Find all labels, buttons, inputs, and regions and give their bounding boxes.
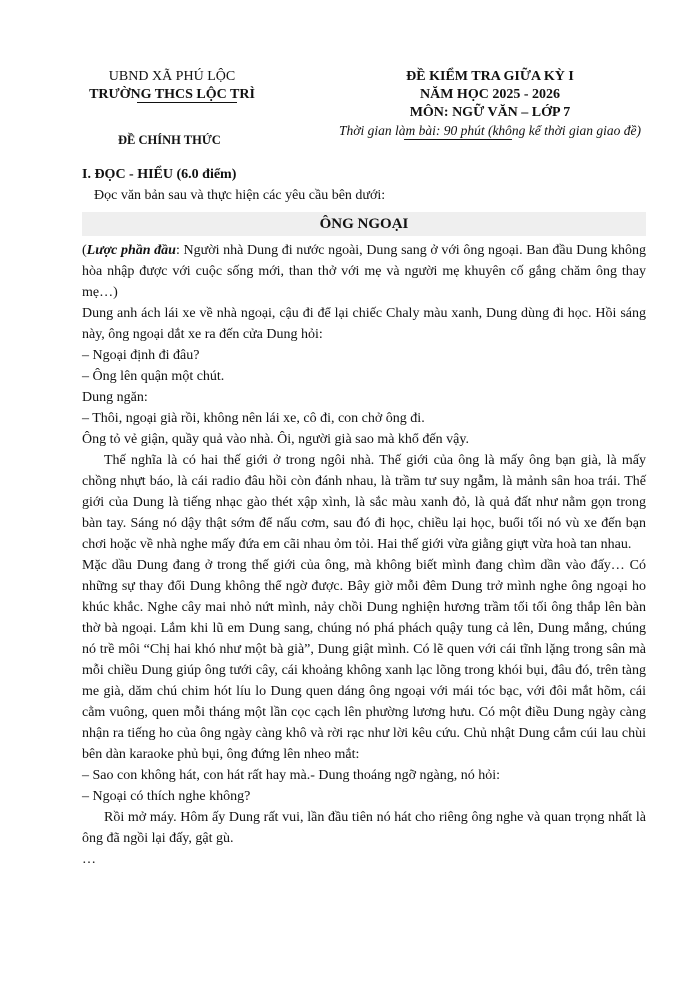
story-paragraph: – Ngoại có thích nghe không? <box>82 789 251 804</box>
official-label: ĐỀ CHÍNH THỨC <box>118 133 221 147</box>
summary-text: : Người nhà Dung đi nước ngoài, Dung sang ở với ông ngoại. Ban đầu Dung không hòa nhập được với cuộc sống mới, than thở với mẹ và người mẹ khuyên cố gắng chăm ông thay mẹ…) <box>82 243 646 300</box>
summary-open: ( <box>82 243 87 258</box>
story-paragraph: – Ngoại định đi đâu? <box>82 348 200 363</box>
time-underline <box>404 139 512 140</box>
school-underline <box>137 102 237 103</box>
story-title: ÔNG NGOẠI <box>82 212 646 236</box>
school-name: TRƯỜNG THCS LỘC TRÌ <box>89 87 255 102</box>
header-right <box>300 68 680 140</box>
story-summary <box>82 240 646 303</box>
story-paragraph: … <box>82 852 96 867</box>
story-paragraph: – Thôi, ngoại già rồi, không nên lái xe, cô đi, con chở ông đi. <box>82 411 425 426</box>
section-title: I. ĐỌC - HIỂU (6.0 điểm) <box>82 167 237 182</box>
story-paragraph: – Sao con không hát, con hát rất hay mà.- Dung thoáng ngỡ ngàng, nó hỏi: <box>82 768 500 783</box>
story-paragraph: Dung anh ách lái xe về nhà ngoại, cậu đi để lại chiếc Chaly màu xanh, Dung dùng đi học. Hồi sáng này, ông ngoại dắt xe ra đến cửa Dung hỏi: <box>82 306 646 342</box>
header-left <box>82 68 262 104</box>
story-paragraph: Mặc dầu Dung đang ở trong thế giới của ông, mà không biết mình đang chìm dần vào đấy… Có những sự thay đổi Dung không thể ngờ được. Bây giờ mỗi đêm Dung trở mình nghe ông ngoại ho khúc khắc. Nghe cây mai nhỏ nứt mình, nảy chồi Dung nghiện hương trầm tối tối ông thắp lên bàn thờ bà ngoại. Lắm khi lũ em Dung sang, chúng nó phá phách quậy tung cả lên, Dung mắng, chúng nó trề môi “Chị hai khó như một bà già”, Dung giật mình. Có lẽ quen với cái tĩnh lặng trong sân mà mỗi chiều Dung giúp ông tưới cây, cái khoảng không xanh lạc lõng trong khói bụi, đâu đó, trên tàng me già, dăm chú chim hót líu lo Dung quen dáng ông ngoại với mái tóc bạc, với đôi mắt hõm, cái cằm vuông, quen mỗi tháng một lần cọc cạch lên phường lương hưu. Có một điều Dung ngày càng nhận ra tiếng ho của ông ngày càng khô và rời rạc như lời kêu cứu. Chủ nhật Dung cắm cúi lau chùi bên dàn karaoke phủ bụi, ông đứng lên nheo mắt: <box>82 558 646 762</box>
story-paragraph: – Ông lên quận một chút. <box>82 369 225 384</box>
summary-label: Lược phần đầu <box>86 243 176 258</box>
school-year: NĂM HỌC 2025 - 2026 <box>420 87 560 102</box>
subject-line: MÔN: NGỮ VĂN – LỚP 7 <box>409 105 571 120</box>
story-paragraph: Dung ngăn: <box>82 390 148 405</box>
exam-title: ĐỀ KIỂM TRA GIỮA KỲ I <box>406 69 574 84</box>
story-paragraph: Thế nghĩa là có hai thế giới ở trong ngôi nhà. Thế giới của ông là mấy ông bạn già, là mấy chồng nhựt báo, là cái radio đâu hồi còn đánh nhau, là trầm tư suy ngẫm, là mảnh sân hoa trái. Thế giới của Dung là tiếng nhạc gào thét xập xình, là sắc màu xanh đỏ, là quả đất như nằm gọn trong bàn tay. Sáng nó dậy thật sớm để nấu cơm, sau đó đi học, chiều lại học, buổi tối nó vù xe đến bạn chơi hoặc về nhà nghe mấy đứa em cãi nhau ỏm tỏi. Hai thế giới vừa giằng giựt vừa hoà tan nhau. <box>82 453 646 552</box>
section-instruction: Đọc văn bản sau và thực hiện các yêu cầu bên dưới: <box>94 188 386 203</box>
reading-section <box>82 164 646 870</box>
authority-name: UBND XÃ PHÚ LỘC <box>108 69 236 84</box>
time-line: Thời gian làm bài: 90 phút (không kể thời gian giao đề) <box>338 123 641 138</box>
story-paragraph: Ông tỏ vẻ giận, quầy quả vào nhà. Ôi, người già sao mà khổ đến vậy. <box>82 432 469 447</box>
story-paragraph: Rồi mở máy. Hôm ấy Dung rất vui, lần đầu tiên nó hát cho riêng ông nghe và quan trọng nhất là ông đã ngồi lại đấy, gật gù. <box>82 810 646 846</box>
